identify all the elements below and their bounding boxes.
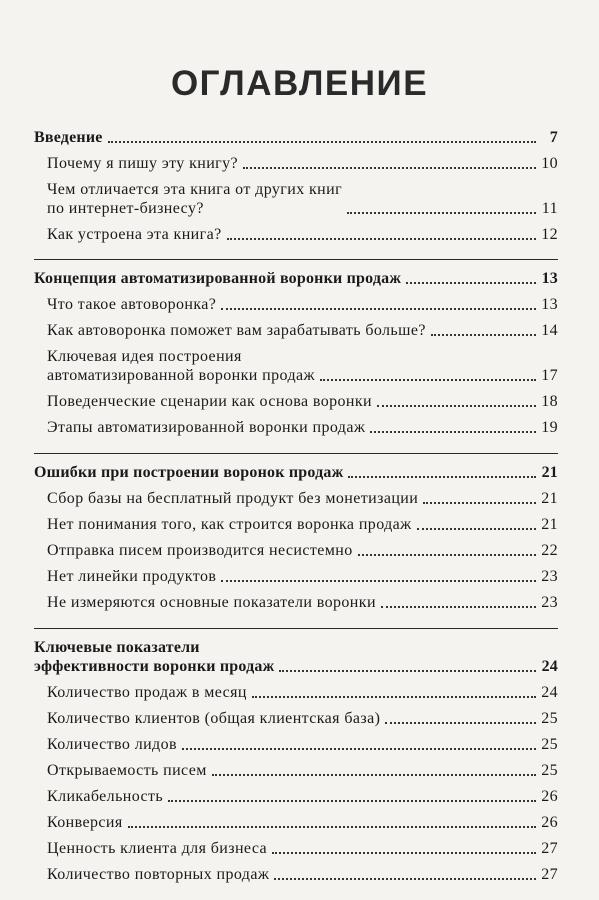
toc-entry-title-line: Отправка писем производится несистемно xyxy=(47,542,353,559)
toc-entry xyxy=(34,180,558,225)
toc-entry-title-line: Открываемость писем xyxy=(47,762,207,779)
dot-leader xyxy=(272,851,536,854)
dot-leader xyxy=(221,579,536,582)
page-number: 22 xyxy=(541,542,558,559)
toc-entry xyxy=(34,865,558,891)
dot-leader xyxy=(431,333,536,336)
toc-entry xyxy=(34,593,558,619)
page-number: 14 xyxy=(541,322,558,339)
page-number: 25 xyxy=(541,710,558,727)
dot-leader xyxy=(182,747,536,750)
page-number: 23 xyxy=(541,568,558,585)
dot-leader xyxy=(347,211,536,214)
dot-leader xyxy=(348,475,536,478)
dot-leader xyxy=(377,404,536,407)
toc-entry-title xyxy=(47,593,376,612)
dot-leader xyxy=(243,166,536,169)
page-number: 18 xyxy=(541,393,558,410)
page-number: 26 xyxy=(541,788,558,805)
toc-entry-title xyxy=(47,154,238,173)
page-number: 13 xyxy=(541,270,558,287)
toc-entry-title-line: Ценность клиента для бизнеса xyxy=(47,840,268,857)
toc-entry-title xyxy=(47,489,418,508)
toc-entry xyxy=(34,839,558,865)
toc-entry-title-line: Введение xyxy=(34,129,103,146)
dot-leader xyxy=(370,430,536,433)
toc-entry xyxy=(34,225,558,251)
dot-leader xyxy=(108,140,536,143)
dot-leader xyxy=(423,501,536,504)
toc-entry-title xyxy=(34,463,343,482)
toc-entry-title xyxy=(47,839,267,858)
toc-entry-title-line: Сбор базы на бесплатный продукт без монетизации xyxy=(47,490,419,507)
toc-section-heading xyxy=(34,128,558,154)
page-number: 24 xyxy=(541,684,558,701)
toc-entry xyxy=(34,418,558,444)
dot-leader xyxy=(274,877,536,880)
toc-entry-title xyxy=(47,321,426,340)
page-number: 7 xyxy=(549,129,558,146)
toc-entry-title-line: Нет линейки продуктов xyxy=(47,568,217,585)
toc-entry-title xyxy=(34,638,274,676)
dot-leader xyxy=(212,773,536,776)
toc-entry-title-line: Почему я пишу эту книгу? xyxy=(47,155,239,172)
toc-entry-title xyxy=(47,735,177,754)
toc-entry-title xyxy=(47,761,207,780)
page-number: 19 xyxy=(541,419,558,436)
toc-entry-title-line: эффективности воронки продаж xyxy=(34,658,275,675)
page-number: 17 xyxy=(541,367,558,384)
toc-entry xyxy=(34,761,558,787)
toc-entry xyxy=(34,489,558,515)
toc-entry-title xyxy=(47,392,372,411)
toc-entry-title-line: Концепция автоматизированной воронки продаж xyxy=(34,270,402,287)
toc-entry-title-line: Количество повторных продаж xyxy=(47,866,270,883)
toc-entry-title-line: Кликабельность xyxy=(47,788,164,805)
page-number: 24 xyxy=(541,658,558,675)
toc-entry-title xyxy=(47,813,123,832)
toc-entry-title-line: Конверсия xyxy=(47,814,123,831)
dot-leader xyxy=(385,721,536,724)
toc-entry-title xyxy=(47,787,163,806)
toc-entry xyxy=(34,735,558,761)
page-number: 23 xyxy=(541,594,558,611)
toc-entry-title-line: Нет понимания того, как строится воронка продаж xyxy=(47,516,412,533)
page-number: 21 xyxy=(541,490,558,507)
toc-entry xyxy=(34,515,558,541)
toc-entry-title-line: Не измеряются основные показатели воронки xyxy=(47,594,376,611)
toc-section-heading xyxy=(34,463,558,489)
toc-entry-title xyxy=(47,567,216,586)
toc-section-heading xyxy=(34,638,558,683)
dot-leader xyxy=(320,378,536,381)
toc-entry xyxy=(34,567,558,593)
toc-section xyxy=(34,259,558,453)
toc-entry-title-line: Количество продаж в месяц xyxy=(47,684,247,701)
page-number: 25 xyxy=(541,736,558,753)
toc-entry xyxy=(34,787,558,813)
page-number: 13 xyxy=(541,296,558,313)
toc-entry-title-line: Что такое автоворонка? xyxy=(47,296,217,313)
toc-section xyxy=(34,453,558,628)
dot-leader xyxy=(279,669,536,672)
table-of-contents xyxy=(34,124,558,900)
toc-entry xyxy=(34,295,558,321)
page-number: 10 xyxy=(541,155,558,172)
toc-entry-title xyxy=(47,225,222,244)
dot-leader xyxy=(358,553,536,556)
toc-entry xyxy=(34,321,558,347)
toc-entry-title-line: Ключевая идея построения xyxy=(47,348,242,365)
dot-leader xyxy=(221,307,536,310)
toc-section xyxy=(34,628,558,900)
toc-entry-title-line: Как автоворонка поможет вам зарабатывать больше? xyxy=(47,322,426,339)
toc-entry-title-line: Количество лидов xyxy=(47,736,177,753)
toc-section xyxy=(34,124,558,259)
toc-entry-title-line: автоматизированной воронки продаж xyxy=(47,367,315,384)
dot-leader xyxy=(128,825,536,828)
dot-leader xyxy=(381,605,536,608)
toc-entry-title xyxy=(34,128,103,147)
toc-entry-title-line: Ключевые показатели xyxy=(34,639,200,656)
dot-leader xyxy=(406,281,536,284)
toc-section-heading xyxy=(34,269,558,295)
toc-entry xyxy=(34,392,558,418)
toc-entry xyxy=(34,709,558,735)
page-number: 25 xyxy=(541,762,558,779)
toc-entry-title xyxy=(34,269,401,288)
toc-entry-title-line: Чем отличается эта книга от других книг xyxy=(47,181,343,198)
toc-entry-title-line: Ошибки при построении воронок продаж xyxy=(34,464,344,481)
toc-entry-title-line: по интернет-бизнесу? xyxy=(47,200,204,217)
toc-entry-title xyxy=(47,541,353,560)
toc-entry-title xyxy=(47,515,412,534)
toc-entry-title-line: Этапы автоматизированной воронки продаж xyxy=(47,419,366,436)
toc-entry xyxy=(34,683,558,709)
dot-leader xyxy=(227,237,536,240)
dot-leader xyxy=(417,527,536,530)
toc-entry xyxy=(34,347,558,392)
page-number: 12 xyxy=(541,226,558,243)
toc-entry-title-line: Количество клиентов (общая клиентская база) xyxy=(47,710,381,727)
toc-entry xyxy=(34,541,558,567)
toc-entry-title xyxy=(47,347,315,385)
page-number: 21 xyxy=(541,464,558,481)
toc-entry-title xyxy=(47,865,269,884)
page-number: 27 xyxy=(541,840,558,857)
toc-entry-title xyxy=(47,418,365,437)
dot-leader xyxy=(252,695,536,698)
page-number: 21 xyxy=(541,516,558,533)
toc-entry-title-line: Как устроена эта книга? xyxy=(47,226,222,243)
toc-entry-title xyxy=(47,295,216,314)
page-number: 26 xyxy=(541,814,558,831)
toc-entry-title xyxy=(47,709,380,728)
toc-entry-title xyxy=(47,683,247,702)
dot-leader xyxy=(168,799,536,802)
page-number: 11 xyxy=(541,200,558,217)
toc-entry-title-line: Поведенческие сценарии как основа воронки xyxy=(47,393,373,410)
page-number: 27 xyxy=(541,866,558,883)
toc-entry xyxy=(34,154,558,180)
page-title: ОГЛАВЛЕНИЕ xyxy=(170,64,429,103)
toc-entry-title xyxy=(47,180,342,218)
toc-entry xyxy=(34,813,558,839)
